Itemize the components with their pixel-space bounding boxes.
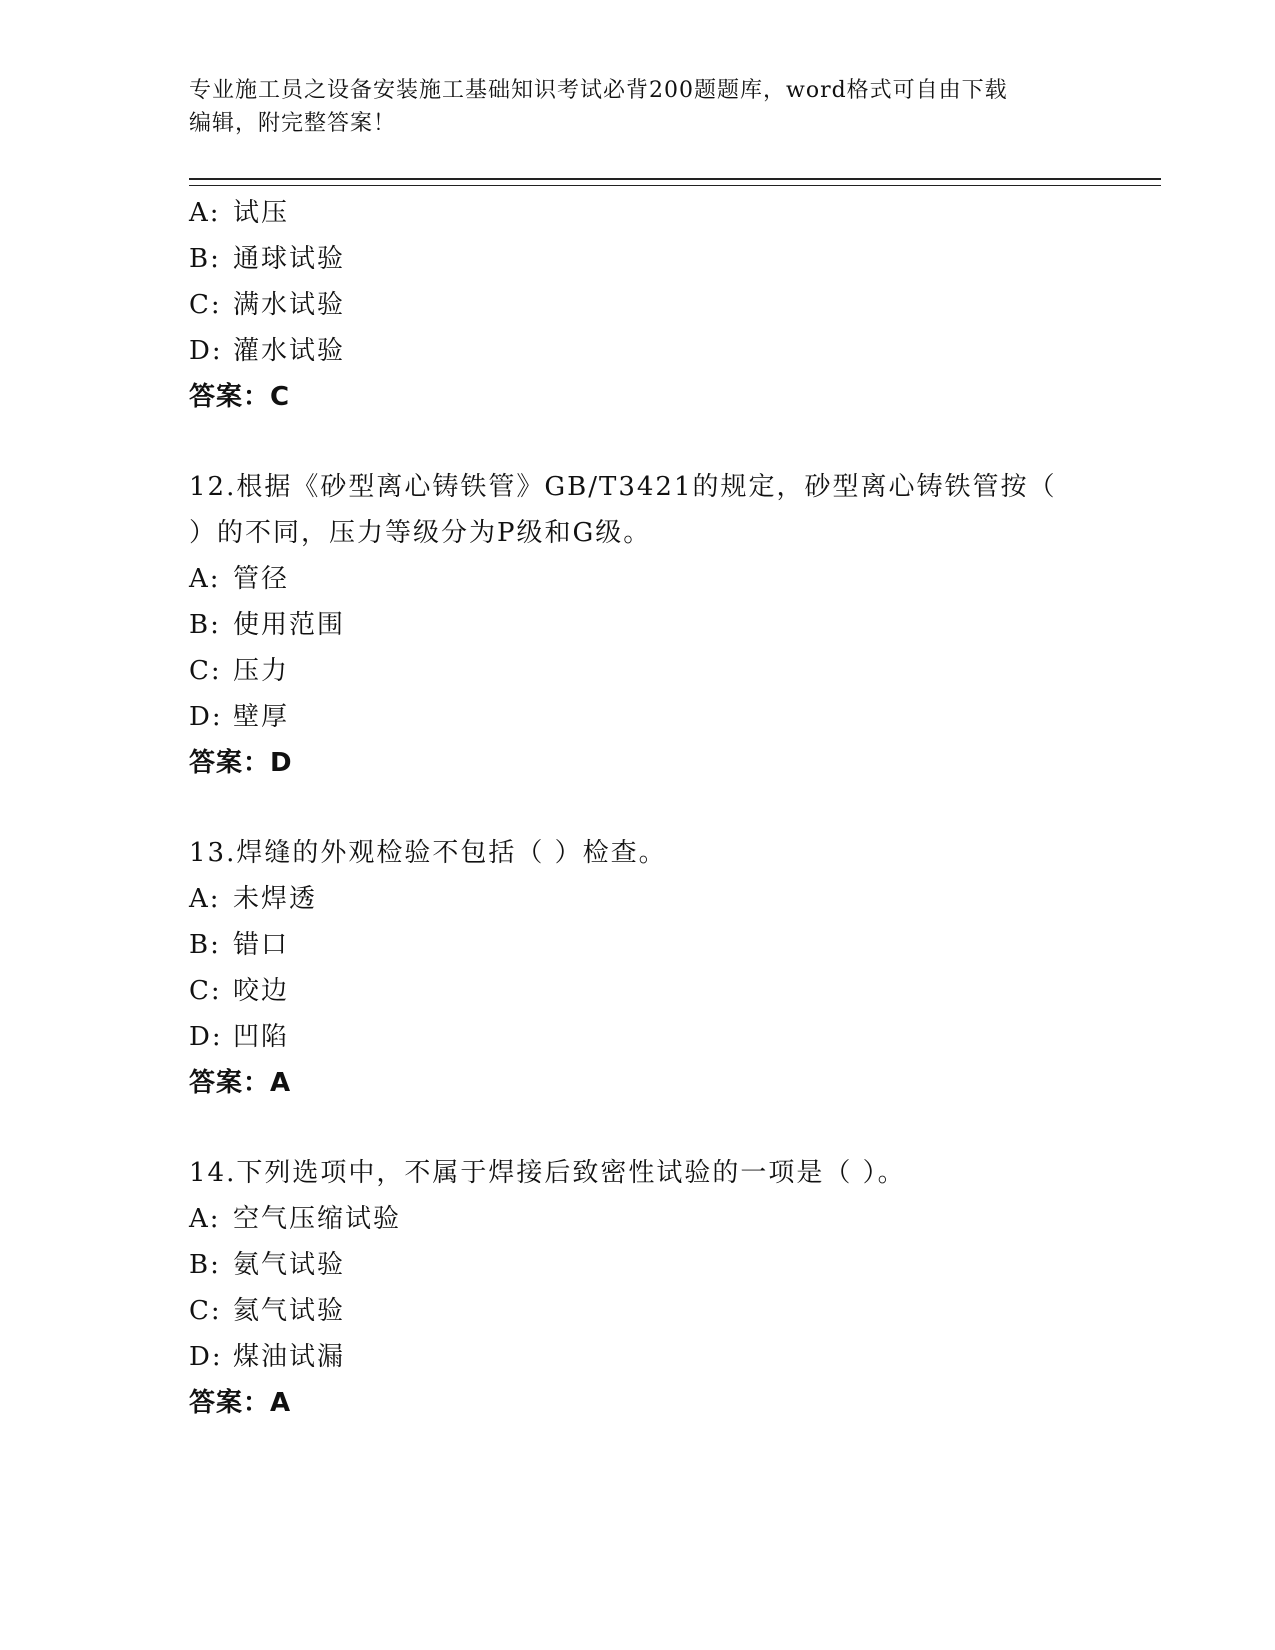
answer: 答案：A — [189, 1068, 292, 1098]
option-d — [189, 694, 1089, 740]
option-text: 压力 — [233, 656, 290, 686]
option-text: 氦气试验 — [233, 1296, 346, 1326]
option-key: D: — [189, 702, 223, 732]
option-text: 错口 — [233, 930, 290, 960]
question-13 — [189, 830, 1089, 1106]
option-key: B: — [189, 244, 221, 274]
option-text: 煤油试漏 — [233, 1342, 346, 1372]
option-text: 通球试验 — [233, 244, 346, 274]
option-b — [189, 602, 1089, 648]
header-title-line-1: 专业施工员之设备安装施工基础知识考试必背200题题库，word格式可自由下载 — [189, 78, 1008, 103]
option-text: 灌水试验 — [233, 336, 346, 366]
option-key: C: — [189, 1296, 222, 1326]
option-b — [189, 1242, 1089, 1288]
option-text: 满水试验 — [233, 290, 346, 320]
answer: 答案：A — [189, 1388, 292, 1418]
option-key: B: — [189, 930, 221, 960]
option-text: 管径 — [233, 564, 290, 594]
question-stem-line: 13.焊缝的外观检验不包括（ ）检查。 — [189, 838, 667, 868]
answer: 答案：D — [189, 748, 293, 778]
option-key: D: — [189, 1342, 223, 1372]
option-key: D: — [189, 336, 223, 366]
option-key: A: — [189, 564, 221, 594]
option-text: 使用范围 — [233, 610, 346, 640]
question-12 — [189, 464, 1089, 786]
option-key: B: — [189, 1250, 221, 1280]
question-stem — [189, 1150, 1089, 1196]
option-key: A: — [189, 884, 221, 914]
option-key: C: — [189, 656, 222, 686]
option-text: 凹陷 — [233, 1022, 290, 1052]
question-list — [189, 190, 1089, 1426]
question-stem — [189, 464, 1089, 556]
answer: 答案：C — [189, 382, 291, 412]
option-c — [189, 1288, 1089, 1334]
option-b — [189, 922, 1089, 968]
option-text: 氨气试验 — [233, 1250, 346, 1280]
option-d — [189, 1014, 1089, 1060]
option-d — [189, 328, 1089, 374]
option-text: 咬边 — [233, 976, 290, 1006]
question-stem-line: 14.下列选项中，不属于焊接后致密性试验的一项是（ ）。 — [189, 1158, 906, 1188]
option-c — [189, 282, 1089, 328]
option-d — [189, 1334, 1089, 1380]
spacer — [189, 786, 1089, 830]
option-key: D: — [189, 1022, 223, 1052]
option-c — [189, 968, 1089, 1014]
question-stem-line: 12.根据《砂型离心铸铁管》GB/T3421的规定，砂型离心铸铁管按（ — [189, 472, 1057, 502]
option-c — [189, 648, 1089, 694]
option-key: C: — [189, 290, 222, 320]
header-title-line-2: 编辑，附完整答案！ — [189, 111, 397, 136]
option-b — [189, 236, 1089, 282]
option-key: A: — [189, 198, 221, 228]
question-11 — [189, 190, 1089, 420]
option-a — [189, 1196, 1089, 1242]
question-stem-line: ）的不同，压力等级分为P级和G级。 — [189, 518, 652, 548]
spacer — [189, 1106, 1089, 1150]
option-key: A: — [189, 1204, 221, 1234]
option-text: 壁厚 — [233, 702, 290, 732]
option-a — [189, 876, 1089, 922]
document-header — [189, 74, 1069, 140]
option-text: 空气压缩试验 — [233, 1204, 402, 1234]
option-text: 未焊透 — [233, 884, 318, 914]
spacer — [189, 420, 1089, 464]
question-stem — [189, 830, 1089, 876]
option-text: 试压 — [233, 198, 290, 228]
option-a — [189, 556, 1089, 602]
question-14 — [189, 1150, 1089, 1426]
option-key: C: — [189, 976, 222, 1006]
option-key: B: — [189, 610, 221, 640]
header-divider — [189, 178, 1161, 186]
option-a — [189, 190, 1089, 236]
